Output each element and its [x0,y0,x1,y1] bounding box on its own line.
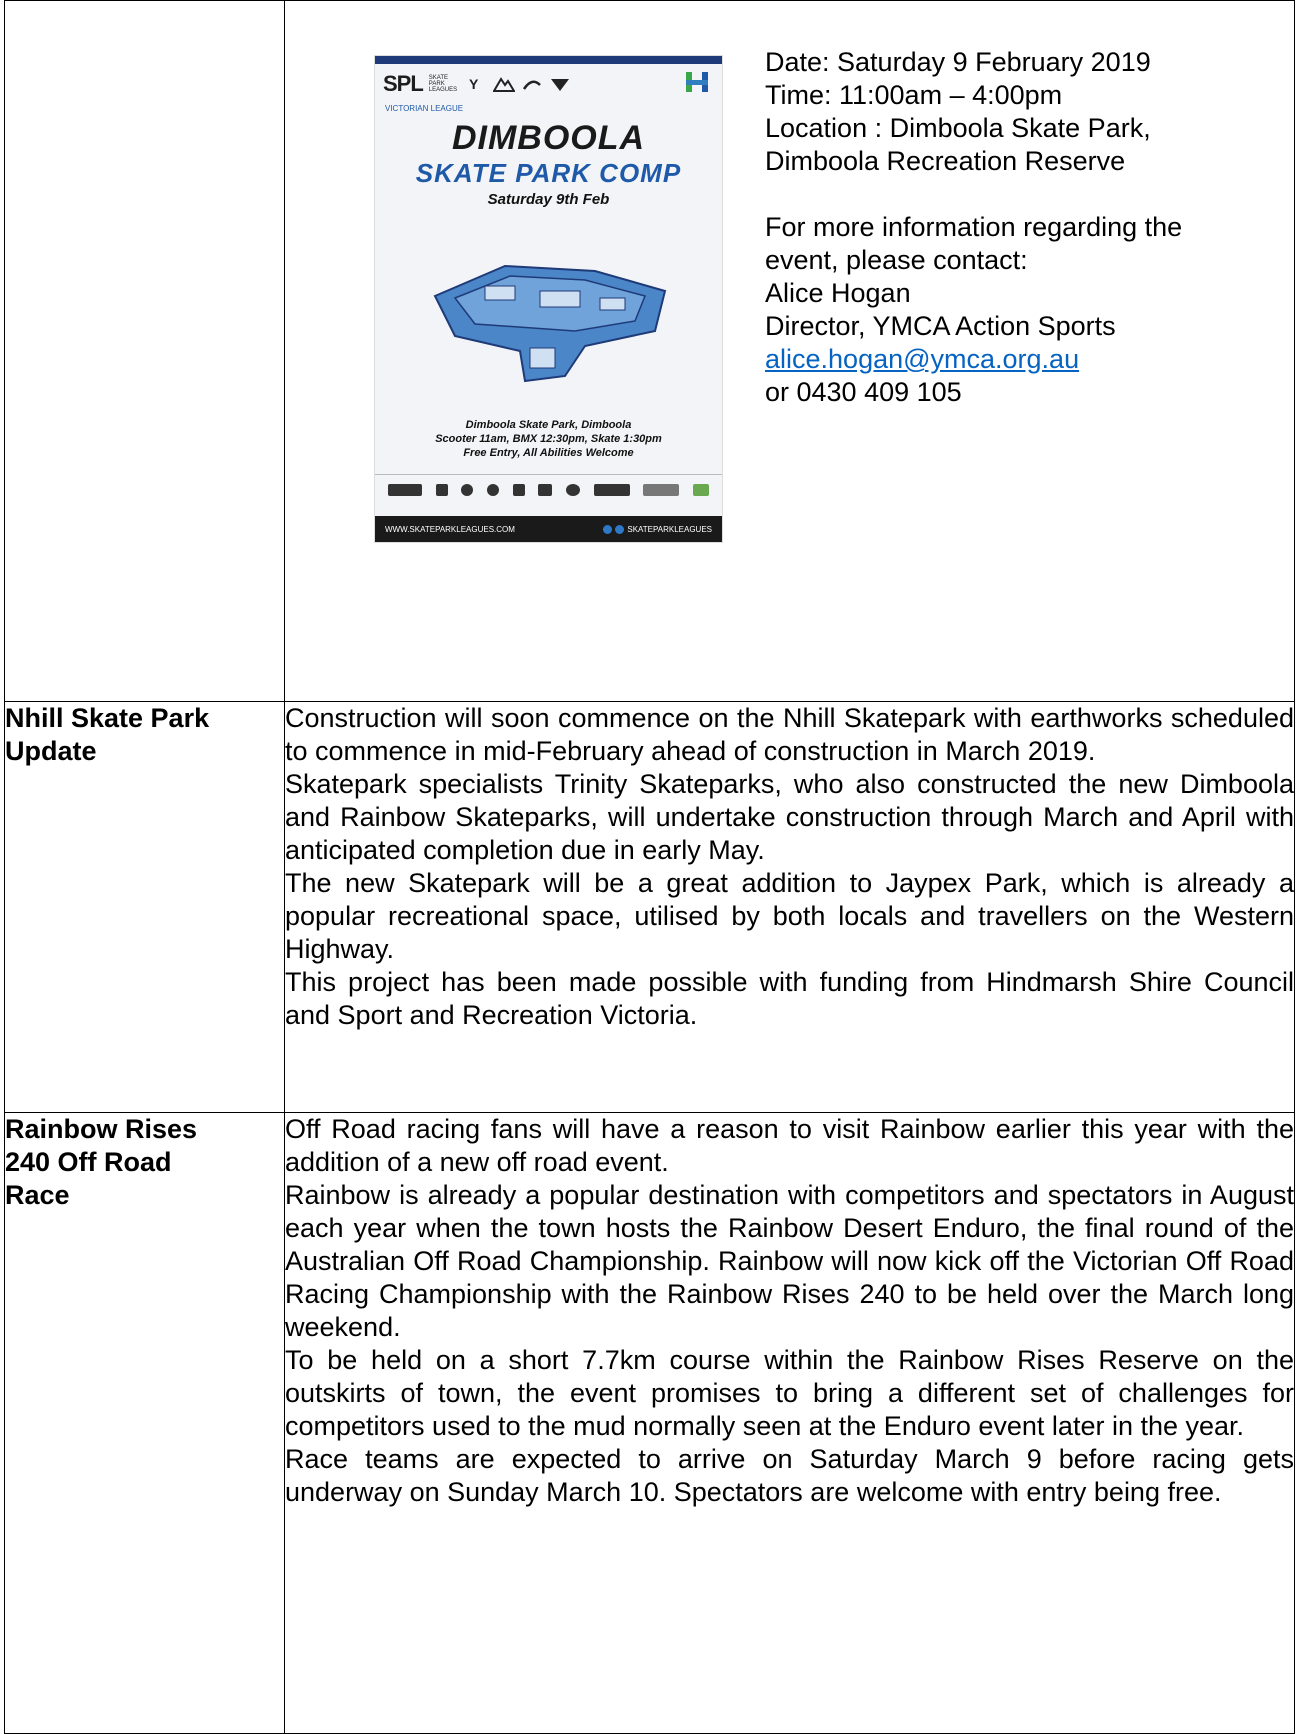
rainbow-heading-line: Race [5,1180,70,1210]
sponsor-logo [643,484,679,496]
poster-brand: SPL [383,71,423,96]
contact-email-link[interactable]: alice.hogan@ymca.org.au [765,344,1080,374]
contact-title: Director, YMCA Action Sports [765,311,1116,341]
council-logo-icon [549,75,571,93]
poster-footer [375,516,722,542]
sponsor-logo [487,484,499,496]
event-time: Time: 11:00am – 4:00pm [765,80,1063,110]
sponsor-logo [461,484,473,496]
skatepark-illustration [415,236,685,386]
wave-logo-icon [521,75,543,93]
mountain-logo-icon [493,75,515,93]
ymca-logo-icon [465,75,487,93]
nhill-paragraph: The new Skatepark will be a great addition to Jaypex Park, which is already a popular recreational space, utilised by both locals and travellers on the Western Highway. [285,868,1294,964]
sponsor-logo [436,484,448,496]
event-location-line2: Dimboola Recreation Reserve [765,146,1126,176]
event-date: Date: Saturday 9 February 2019 [765,47,1151,77]
sponsor-logo [388,484,422,496]
dimboola-event-cell [285,1,1295,702]
rainbow-paragraph: To be held on a short 7.7km course within the Rainbow Rises Reserve on the outskirts of town, the event promises to bring a different set of challenges for competitors used to the mud normally seen at the Enduro event later in the year. [285,1345,1294,1441]
event-location-line1: Location : Dimboola Skate Park, [765,113,1151,143]
nhill-paragraph: This project has been made possible with funding from Hindmarsh Shire Council and Sport and Recreation Victoria. [285,967,1294,1030]
poster-footer-url: WWW.SKATEPARKLEAGUES.COM [385,524,515,534]
sponsor-logo [594,484,630,496]
poster-top-bar [375,56,722,64]
poster-social-handle: SKATEPARKLEAGUES [627,524,712,534]
contact-phone: or 0430 409 105 [765,377,962,407]
svg-text:Y: Y [468,76,479,92]
empty-label-cell [5,1,285,702]
nhill-paragraph: Construction will soon commence on the Nhill Skatepark with earthworks scheduled to commence in mid-February ahead of construction in March 2019. [285,703,1294,766]
poster-sponsors [375,474,722,504]
event-poster [374,55,723,543]
poster-details [375,418,722,460]
nhill-heading: Nhill Skate Park Update [5,702,285,1113]
poster-title-comp: SKATE PARK COMP [415,158,682,188]
rainbow-heading-line: Rainbow Rises [5,1114,198,1144]
poster-entry: Free Entry, All Abilities Welcome [463,447,634,459]
instagram-icon [615,525,624,534]
sponsor-logo [513,484,525,496]
dimboola-event-row [5,1,1295,702]
rainbow-heading [5,1113,285,1734]
nhill-body [285,702,1295,1113]
facebook-icon [603,525,612,534]
sponsor-logo [566,484,580,496]
rainbow-paragraph: Rainbow is already a popular destination with competitors and spectators in August each year when the town hosts the Rainbow Desert Enduro, the final round of the Australian Off Road Championship. Rainbow will now kick off the Victorian Off Road Racing Championship with the Rainbow Rises 240 to be held over the March long weekend. [285,1180,1294,1342]
rainbow-paragraph: Off Road racing fans will have a reason to visit Rainbow earlier this year with the addition of a new off road event. [285,1114,1294,1177]
poster-date: Saturday 9th Feb [487,191,610,208]
nhill-paragraph: Skatepark specialists Trinity Skateparks, who also constructed the new Dimboola and Rainbow Skateparks, will undertake construction through March and April with anticipated completion due in early May. [285,769,1294,865]
nhill-row [5,702,1295,1113]
sponsor-logo [538,484,552,496]
event-info-line1: For more information regarding the [765,212,1183,242]
sponsor-logo [693,484,709,496]
poster-logo-row [375,64,722,104]
event-info-line2: event, please contact: [765,245,1028,275]
poster-brand-sub: SKATE PARK LEAGUES [428,75,458,93]
poster-venue: Dimboola Skate Park, Dimboola [465,419,632,431]
poster-title-town: DIMBOOLA [451,119,646,157]
poster-league: VICTORIAN LEAGUE [385,104,464,113]
rainbow-body [285,1113,1295,1734]
hindmarsh-logo-icon [684,70,710,100]
event-details [765,46,1285,409]
poster-social [603,525,712,534]
contact-name: Alice Hogan [765,278,911,308]
rainbow-heading-line: 240 Off Road [5,1147,172,1177]
poster-schedule: Scooter 11am, BMX 12:30pm, Skate 1:30pm [435,433,662,445]
newsletter-table [4,0,1295,1734]
rainbow-row [5,1113,1295,1734]
rainbow-paragraph: Race teams are expected to arrive on Saturday March 9 before racing gets underway on Sunday March 10. Spectators are welcome with entry being free. [285,1444,1294,1507]
